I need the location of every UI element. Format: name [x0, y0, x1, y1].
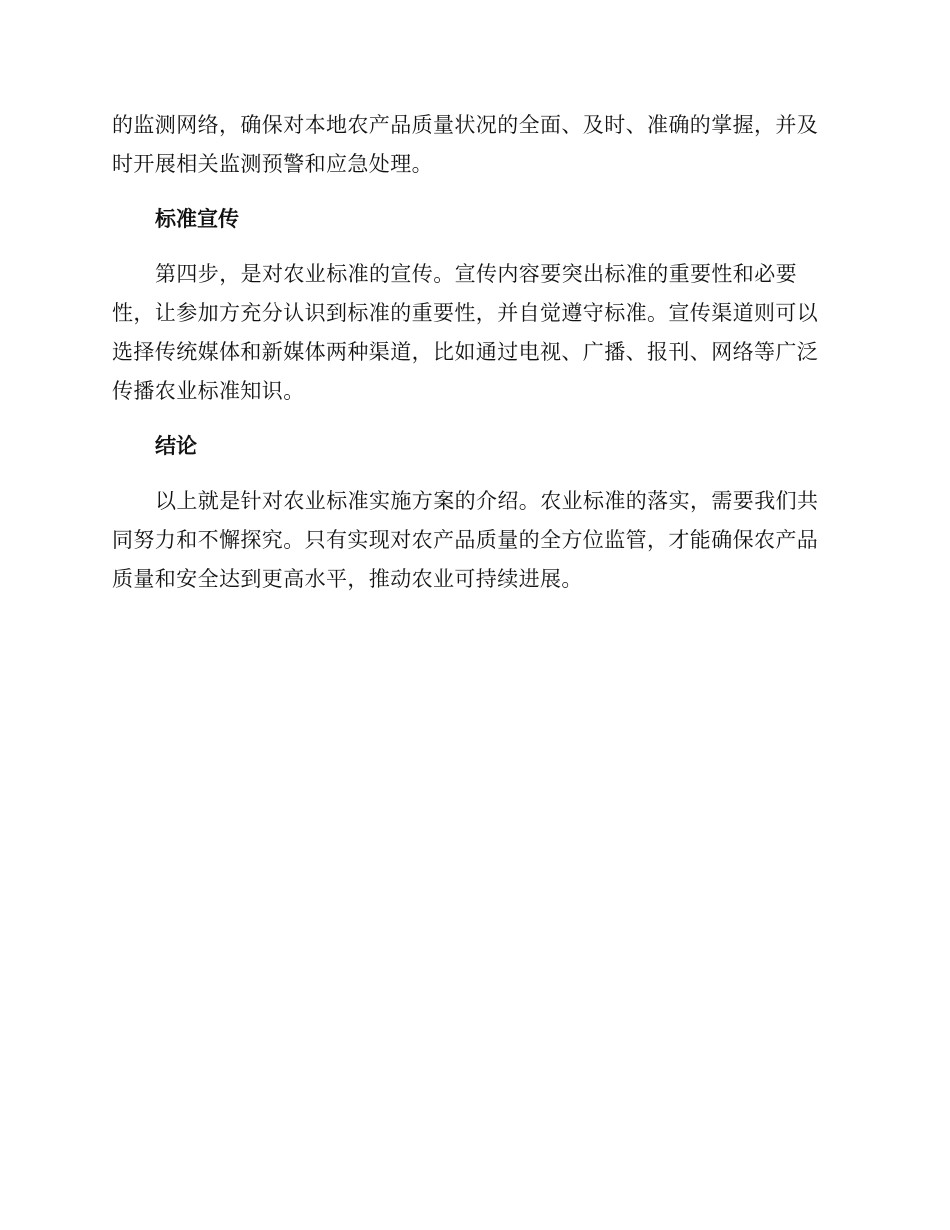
spacer: [112, 466, 832, 482]
section-heading-conclusion: 结论: [155, 434, 197, 458]
paragraph-monitoring-continued: 的监测网络，确保对本地农产品质量状况的全面、及时、准确的掌握，并及时开展相关监测预警和应急处理。: [112, 113, 819, 176]
section-heading-promotion: 标准宣传: [155, 207, 239, 231]
paragraph-conclusion: 以上就是针对农业标准实施方案的介绍。农业标准的落实，需要我们共同努力和不懈探究。只有实现对农产品质量的全方位监管，才能确保农产品质量和安全达到更高水平，推动农业可持续进展。: [112, 489, 819, 591]
paragraph-promotion: 第四步，是对农业标准的宣传。宣传内容要突出标准的重要性和必要性，让参加方充分认识到标准的重要性，并自觉遵守标准。宣传渠道则可以选择传统媒体和新媒体两种渠道，比如通过电视、广播、报刊、网络等广泛传播农业标准知识。: [112, 262, 819, 403]
spacer: [112, 411, 832, 427]
spacer: [112, 184, 832, 200]
document-body: [112, 106, 832, 599]
spacer: [112, 239, 832, 255]
